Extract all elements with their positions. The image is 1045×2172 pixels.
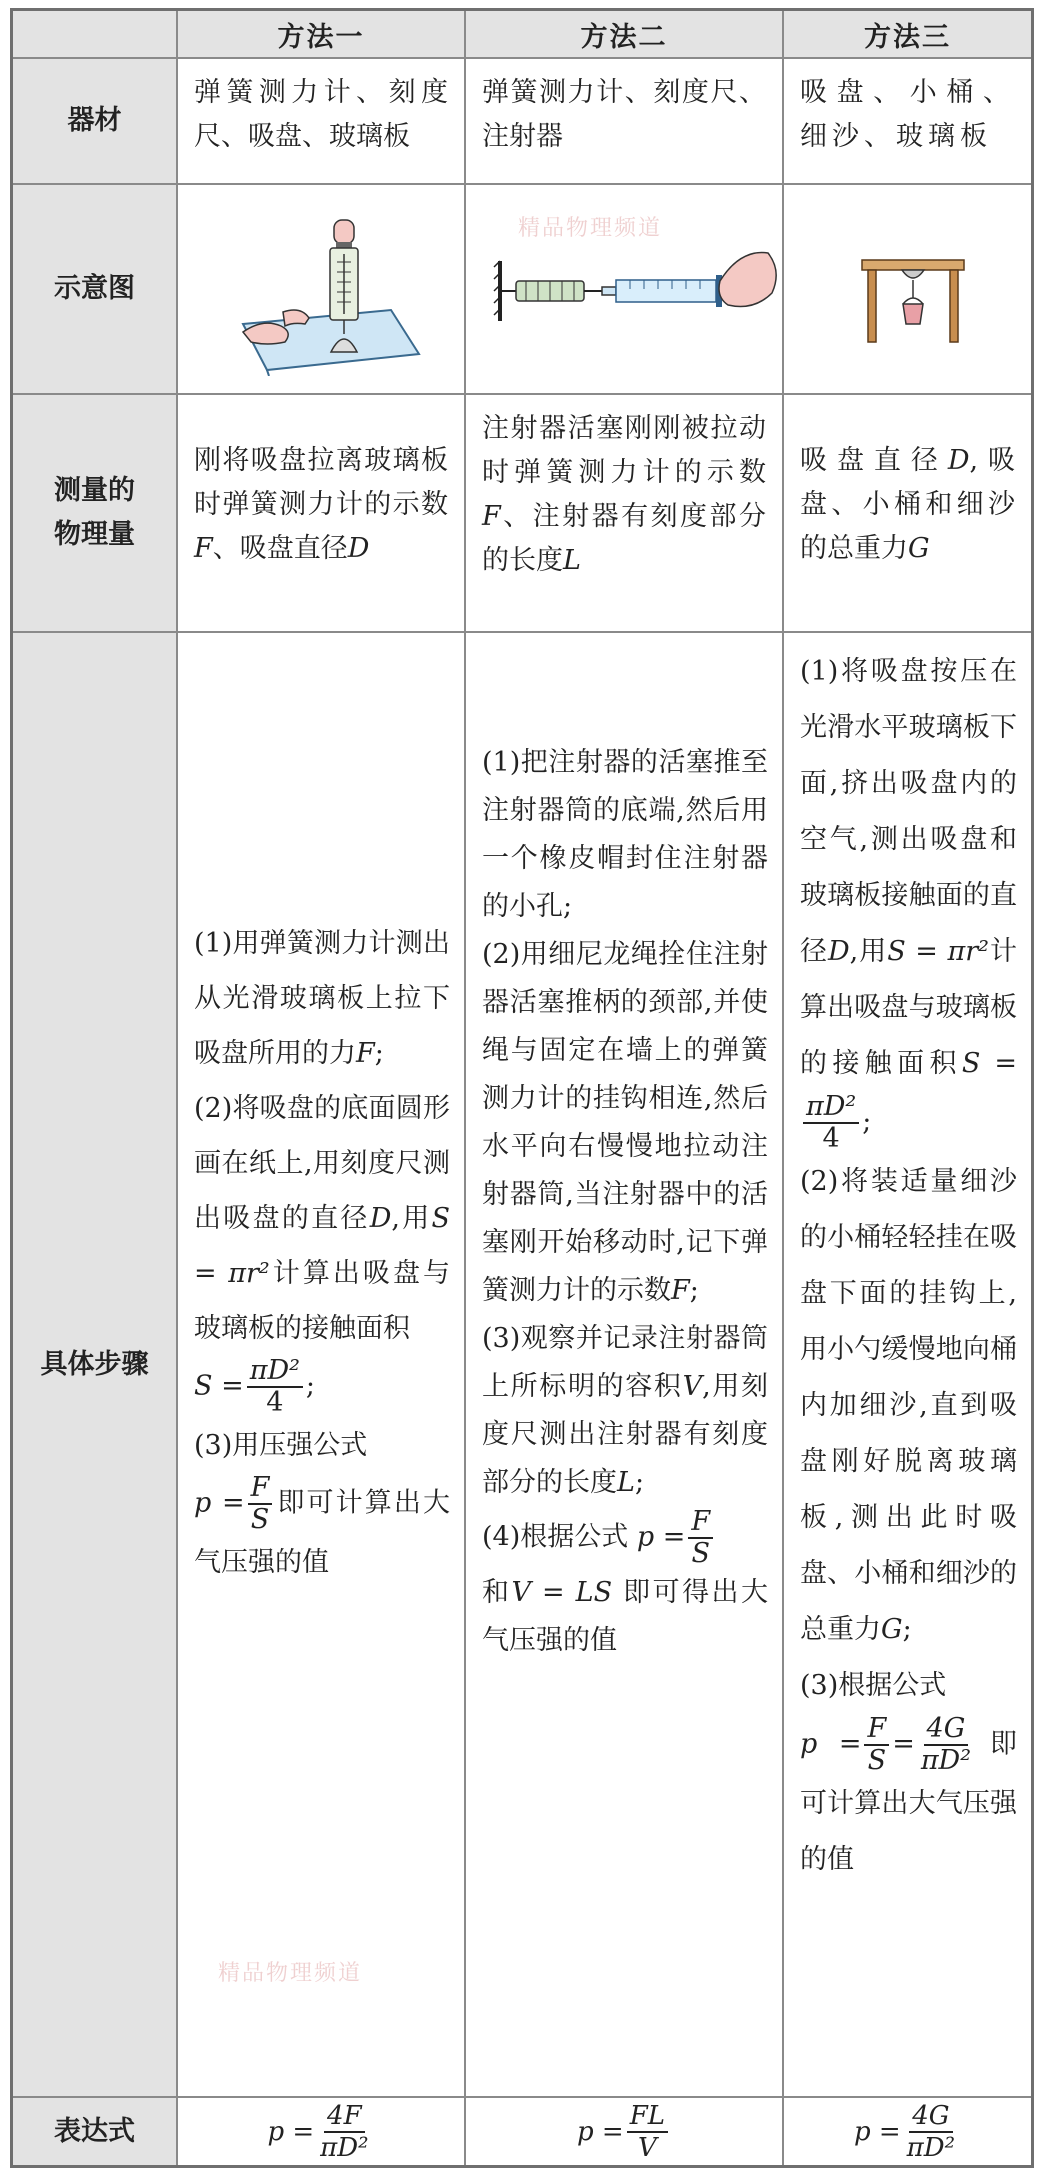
syringe-illustration — [490, 231, 782, 341]
steps-method-1 — [178, 916, 464, 1590]
steps-m3-var-d: D — [828, 936, 850, 967]
row-label-expression: 表达式 — [54, 2115, 135, 2147]
steps-method-2 — [466, 739, 782, 1665]
steps-m3-text: ,用 — [849, 936, 888, 967]
steps-m1-var-f: F — [356, 1038, 375, 1069]
steps-m1-pressure-fraction — [248, 1473, 273, 1535]
row-label-quantity-line2: 物理量 — [54, 519, 135, 550]
fraction-numerator: F — [248, 1473, 273, 1505]
fraction-denominator: πD² — [920, 1745, 972, 1776]
header-method-1: 方法一 — [277, 21, 365, 53]
equipment-method-2: 弹簧测力计、刻度尺、注射器 — [482, 77, 766, 152]
steps-m2-punct: ; — [689, 1275, 699, 1306]
steps-m1-p-label: p = — [194, 1487, 245, 1519]
steps-m3-punct: ; — [862, 1106, 872, 1138]
quantity-method-3-text: 吸盘直径 — [800, 445, 948, 476]
steps-m2-text: ,用刻度尺测出注射器有刻度部分的长度 — [482, 1371, 768, 1498]
quantity-method-1-var: F — [194, 533, 213, 564]
fraction-numerator: FL — [627, 2101, 668, 2133]
header-method-2: 方法二 — [580, 21, 668, 53]
fraction-denominator: 4 — [822, 1123, 840, 1154]
steps-m1-area-formula: S = πr² — [194, 1203, 450, 1289]
row-label-steps: 具体步骤 — [40, 1348, 149, 1380]
steps-m1-var-d: D — [369, 1203, 392, 1234]
steps-m3-s-label: S = — [961, 1048, 1018, 1079]
fraction-denominator: S — [867, 1745, 887, 1776]
steps-m3-step1: (1)将吸盘按压在光滑水平玻璃板下面,挤出吸盘内的空气,测出吸盘和玻璃板接触面的直径 — [800, 656, 1017, 967]
quantity-method-2-text2: 、注射器有刻度部分的长度 — [482, 501, 766, 576]
steps-m2-var-f: F — [671, 1275, 690, 1306]
header-corner — [13, 11, 176, 57]
steps-m2-text3: 即可得出大气压强的值 — [482, 1577, 768, 1656]
steps-m2-punct2: ; — [634, 1467, 645, 1498]
fraction-numerator: 4F — [324, 2101, 365, 2133]
fraction-denominator: S — [691, 1538, 710, 1569]
quantity-method-2-var: F — [482, 501, 501, 532]
steps-m2-var-l: L — [617, 1467, 635, 1498]
quantity-method-3-text2: ,吸盘、小桶和细沙的总重力 — [800, 445, 1016, 564]
steps-m1-area-fraction — [247, 1356, 303, 1418]
steps-m3-punct2: ; — [902, 1614, 912, 1645]
steps-m2-volume-formula: V = LS — [511, 1577, 613, 1608]
quantity-method-1-text2: 、吸盘直径 — [212, 533, 348, 564]
fraction-denominator: 4 — [266, 1387, 284, 1418]
fraction-numerator: πD² — [247, 1356, 303, 1388]
steps-m3-var-g: G — [881, 1614, 903, 1645]
fraction-numerator: πD² — [803, 1092, 859, 1124]
expression-method-3 — [784, 2098, 1031, 2165]
steps-m2-step4: (4)根据公式 — [482, 1521, 629, 1553]
expression-fraction — [627, 2101, 668, 2163]
steps-m2-step2: (2)用细尼龙绳拴住注射器活塞推柄的颈部,并使绳与固定在墙上的弹簧测力计的挂钩相连,然后水平向右慢慢地拉动注射器筒,当注射器中的活塞刚开始移动时,记下弹簧测力计的示数 — [482, 939, 768, 1306]
steps-m1-text: ,用 — [391, 1203, 432, 1234]
watermark: 精品物理频道 — [218, 1961, 363, 1986]
steps-m3-text2: 计算出吸盘与玻璃板的接触面积 — [800, 936, 1017, 1079]
header-method-3: 方法三 — [864, 21, 951, 53]
suction-cup-illustration — [223, 206, 423, 376]
steps-m1-punct2: ; — [305, 1370, 316, 1402]
steps-m2-p-label: p = — [636, 1521, 686, 1553]
steps-m1-step1: (1)用弹簧测力计测出从光滑玻璃板上拉下吸盘所用的力 — [194, 928, 450, 1069]
steps-m1-punct: ; — [374, 1038, 384, 1069]
steps-m2-text2: 和 — [482, 1577, 512, 1608]
fraction-denominator: πD² — [906, 2132, 956, 2163]
steps-m3-pressure-fraction — [864, 1714, 889, 1776]
fraction-denominator: V — [637, 2132, 657, 2163]
expression-method-2 — [466, 2098, 782, 2165]
steps-m2-var-v: V — [682, 1371, 703, 1402]
steps-m2-step1: (1)把注射器的活塞推至注射器筒的底端,然后用一个橡皮帽封住注射器的小孔; — [482, 747, 768, 922]
steps-m1-text2: 计算出吸盘与玻璃板的接触面积 — [194, 1258, 451, 1344]
equipment-method-1: 弹簧测力计、刻度尺、吸盘、玻璃板 — [194, 77, 448, 152]
quantity-method-1-text: 刚将吸盘拉离玻璃板时弹簧测力计的示数 — [194, 445, 448, 520]
steps-m3-step2: (2)将装适量细沙的小桶轻轻挂在吸盘下面的挂钩上,用小勺缓慢地向桶内加细沙,直到吸盘刚好脱离玻璃板,测出此时吸盘、小桶和细沙的总重力 — [800, 1166, 1017, 1645]
fraction-denominator: S — [250, 1504, 270, 1535]
quantity-method-2 — [466, 407, 782, 583]
steps-method-3 — [784, 644, 1031, 1888]
steps-m1-step3: (3)用压强公式 — [194, 1430, 368, 1461]
quantity-method-3 — [784, 439, 1031, 571]
expression-fraction — [317, 2101, 371, 2163]
quantity-method-2-text: 注射器活塞刚刚被拉动时弹簧测力计的示数 — [482, 413, 766, 488]
steps-m1-text3: 即可计算出大气压强的值 — [194, 1487, 450, 1578]
row-label-equipment: 器材 — [67, 105, 122, 136]
row-label-diagram: 示意图 — [54, 273, 135, 304]
steps-m3-p-label: p = — [800, 1728, 862, 1760]
fraction-numerator: F — [864, 1714, 889, 1746]
expression-p-label: p = — [576, 2116, 624, 2147]
expression-p-label: p = — [853, 2116, 901, 2147]
fraction-denominator: πD² — [320, 2132, 369, 2163]
steps-m2-step3: (3)观察并记录注射器筒上所标明的容积 — [482, 1323, 768, 1402]
steps-m3-area-fraction — [803, 1092, 859, 1154]
quantity-method-3-var: D — [947, 445, 970, 476]
fraction-numerator: 4G — [909, 2101, 952, 2133]
row-label-quantity — [13, 395, 176, 631]
steps-m3-step3: (3)根据公式 — [800, 1670, 947, 1701]
steps-m2-pressure-fraction — [688, 1507, 713, 1569]
fraction-numerator: 4G — [924, 1714, 969, 1746]
fraction-numerator: F — [688, 1507, 713, 1539]
bucket-stand-illustration — [858, 246, 968, 346]
row-label-quantity-line1: 测量的 — [54, 475, 135, 506]
steps-m3-equals: = — [892, 1728, 915, 1760]
quantity-method-2-var2: L — [563, 545, 581, 576]
watermark: 精品物理频道 — [518, 216, 663, 241]
expression-fraction — [904, 2101, 958, 2163]
comparison-table — [10, 8, 1034, 2168]
expression-method-1 — [178, 2098, 464, 2165]
steps-m3-result-fraction — [918, 1714, 974, 1776]
quantity-method-1-var2: D — [347, 533, 370, 564]
steps-m1-step2: (2)将吸盘的底面圆形画在纸上,用刻度尺测出吸盘的直径 — [194, 1093, 450, 1234]
equipment-method-3: 吸盘、小桶、细沙、玻璃板 — [800, 77, 1015, 152]
quantity-method-3-var2: G — [908, 533, 930, 564]
steps-m1-s-label: S = — [194, 1370, 244, 1402]
quantity-method-1 — [178, 439, 464, 571]
steps-m3-text3: 即可计算出大气压强的值 — [800, 1728, 1017, 1875]
steps-m3-area-formula: S = πr² — [887, 936, 989, 967]
expression-p-label: p = — [267, 2116, 315, 2147]
